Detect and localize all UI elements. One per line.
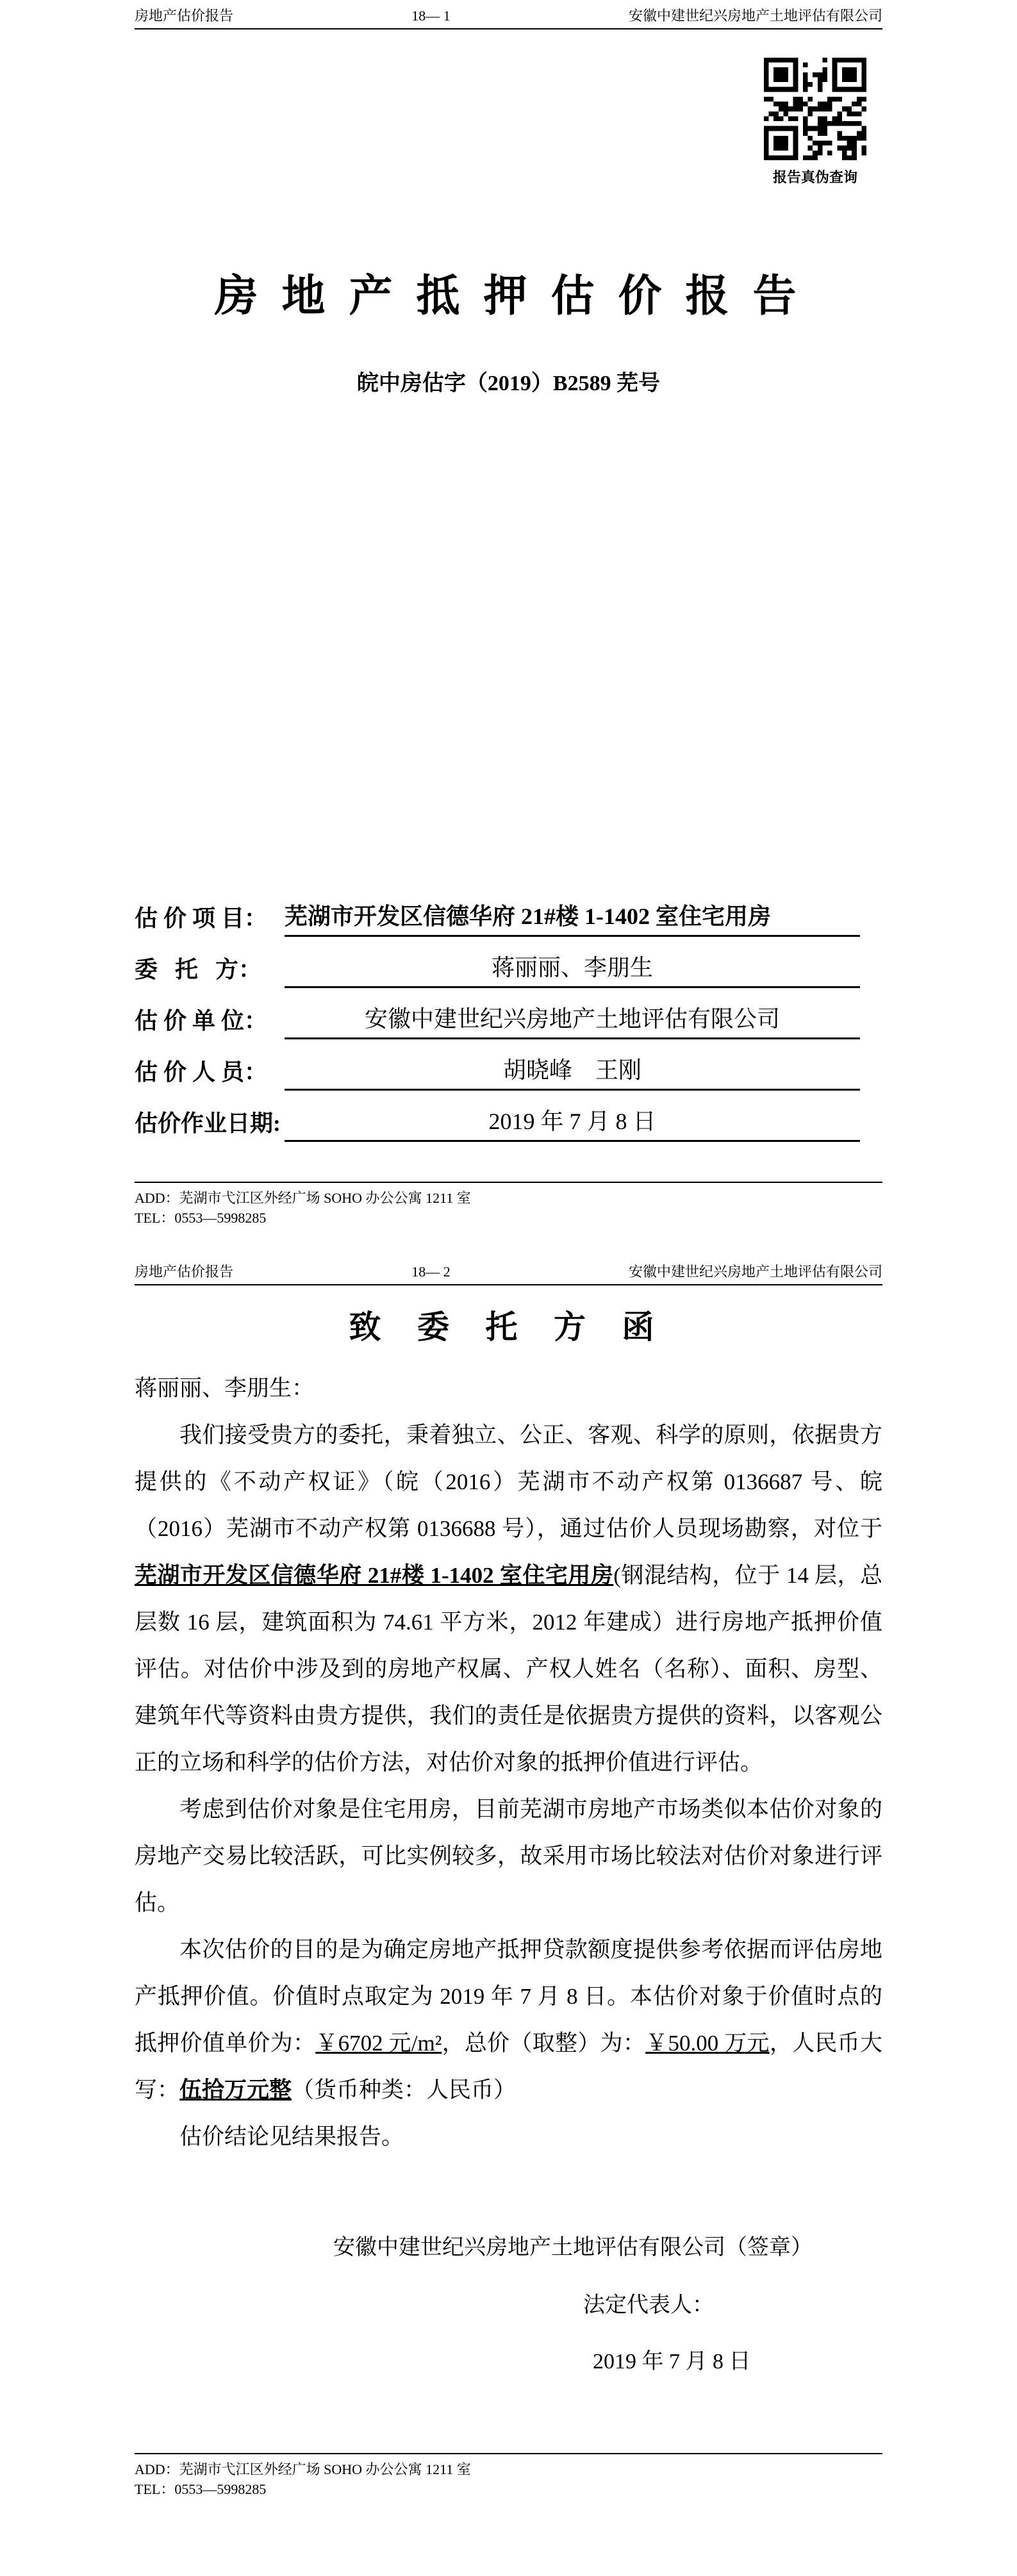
paragraph-valuation-result [135, 1926, 882, 2113]
field-row-agency [135, 988, 860, 1039]
report-cover-page [0, 0, 1017, 1256]
field-label: 估 价 单 位： [135, 1008, 268, 1034]
page-header [135, 1264, 882, 1285]
qr-caption: 报告真伪查询 [772, 169, 857, 185]
field-label: 估价作业日期: [135, 1110, 281, 1136]
field-row-appraisers [135, 1039, 860, 1091]
header-company-name: 安徽中建世纪兴房地产土地评估有限公司 [628, 8, 882, 24]
paragraph-engagement [135, 1412, 882, 1786]
footer-tel: TEL：0553—5998285 [135, 1210, 267, 1226]
paragraph-text: （货币种类：人民币） [292, 2077, 517, 2102]
signature-company: 安徽中建世纪兴房地产土地评估有限公司（签章） [333, 2236, 813, 2259]
report-verification-block [754, 58, 876, 186]
signature-date: 2019 年 7 月 8 日 [593, 2350, 751, 2374]
field-value: 胡晓峰 王刚 [285, 1052, 860, 1091]
field-label: 委 托 方： [135, 957, 262, 982]
header-company-name: 安徽中建世纪兴房地产土地评估有限公司 [628, 1264, 882, 1280]
field-label: 估 价 项 目： [135, 905, 268, 931]
field-value: 芜湖市开发区信德华府 21#楼 1-1402 室住宅用房 [285, 898, 860, 937]
field-value: 安徽中建世纪兴房地产土地评估有限公司 [285, 1001, 860, 1039]
field-row-date [135, 1091, 860, 1142]
paragraph-text: ，总价（取整）为： [442, 2031, 646, 2056]
field-row-project [135, 886, 860, 937]
footer-address: ADD：芜湖市弋江区外经广场 SOHO 办公公寓 1211 室 [135, 1190, 471, 1206]
amount-in-words-highlight: 伍拾万元整 [179, 2077, 292, 2102]
letter-body [135, 1289, 882, 2390]
field-value: 蒋丽丽、李朋生 [285, 950, 860, 988]
page-footer [135, 1182, 882, 1228]
header-doc-type: 房地产估价报告 [135, 1264, 234, 1280]
field-row-client [135, 937, 860, 988]
header-doc-type: 房地产估价报告 [135, 8, 234, 24]
subject-property-highlight: 芜湖市开发区信德华府 21#楼 1-1402 室住宅用房 [135, 1563, 614, 1588]
paragraph-method: 考虑到估价对象是住宅用房，目前芜湖市房地产市场类似本估价对象的房地产交易比较活跃，可比实例较多，故采用市场比较法对估价对象进行评估。 [135, 1797, 882, 1915]
header-page-number: 18— 2 [411, 1264, 451, 1280]
paragraph-text: 我们接受贵方的委托，秉着独立、公正、客观、科学的原则，依据贵方提供的《不动产权证》（皖（2016）芜湖市不动产权第 0136687 号、皖（2016）芜湖市不动产权第 0136688 号），通过估价人员现场勘察，对位于 [135, 1423, 882, 1541]
footer-address: ADD：芜湖市弋江区外经广场 SOHO 办公公寓 1211 室 [135, 2461, 471, 2477]
page-header [135, 8, 882, 29]
letter-title: 致 委 托 方 函 [349, 1309, 668, 1345]
footer-tel: TEL：0553—5998285 [135, 2481, 267, 2497]
total-price-highlight: ￥50.00 万元 [645, 2031, 770, 2056]
field-label: 估 价 人 员： [135, 1059, 268, 1085]
signature-legal-representative: 法定代表人： [583, 2293, 714, 2317]
paragraph-text: 本次估价的目的是为确定房地产抵押贷款额度提供参考依据而评估房地产抵押价值。价值时点取定为 2019 年 7 月 8 日。本估价对象于价值时点的抵押价值单价为： [135, 1937, 882, 2056]
header-page-number: 18— 1 [411, 8, 451, 24]
paragraph-conclusion: 估价结论见结果报告。 [179, 2124, 404, 2149]
letter-salutation: 蒋丽丽、李朋生： [135, 1376, 315, 1401]
unit-price-highlight: ￥6702 元/m² [315, 2031, 442, 2056]
paragraph-text: (钢混结构，位于 14 层，总层数 16 层，建筑面积为 74.61 平方米，2012 年建成）进行房地产抵押价值评估。对估价中涉及到的房地产权属、产权人姓名（名称）、面积、房型、建筑年代等资料由贵方提供，我们的责任是依据贵方提供的资料，以客观公正的立场和科学的估价方法，对估价对象的抵押价值进行评估。 [135, 1563, 882, 1775]
paragraph-text: ，人民币大写： [135, 2031, 882, 2102]
qr-code-icon [764, 58, 866, 160]
cover-fields [135, 886, 860, 1142]
report-title: 房 地 产 抵 押 估 价 报 告 [214, 272, 803, 320]
page-footer [135, 2453, 882, 2499]
report-doc-number: 皖中房估字（2019）B2589 芜号 [356, 372, 661, 395]
letter-to-client-page [0, 1256, 1017, 2576]
field-value: 2019 年 7 月 8 日 [285, 1103, 860, 1142]
